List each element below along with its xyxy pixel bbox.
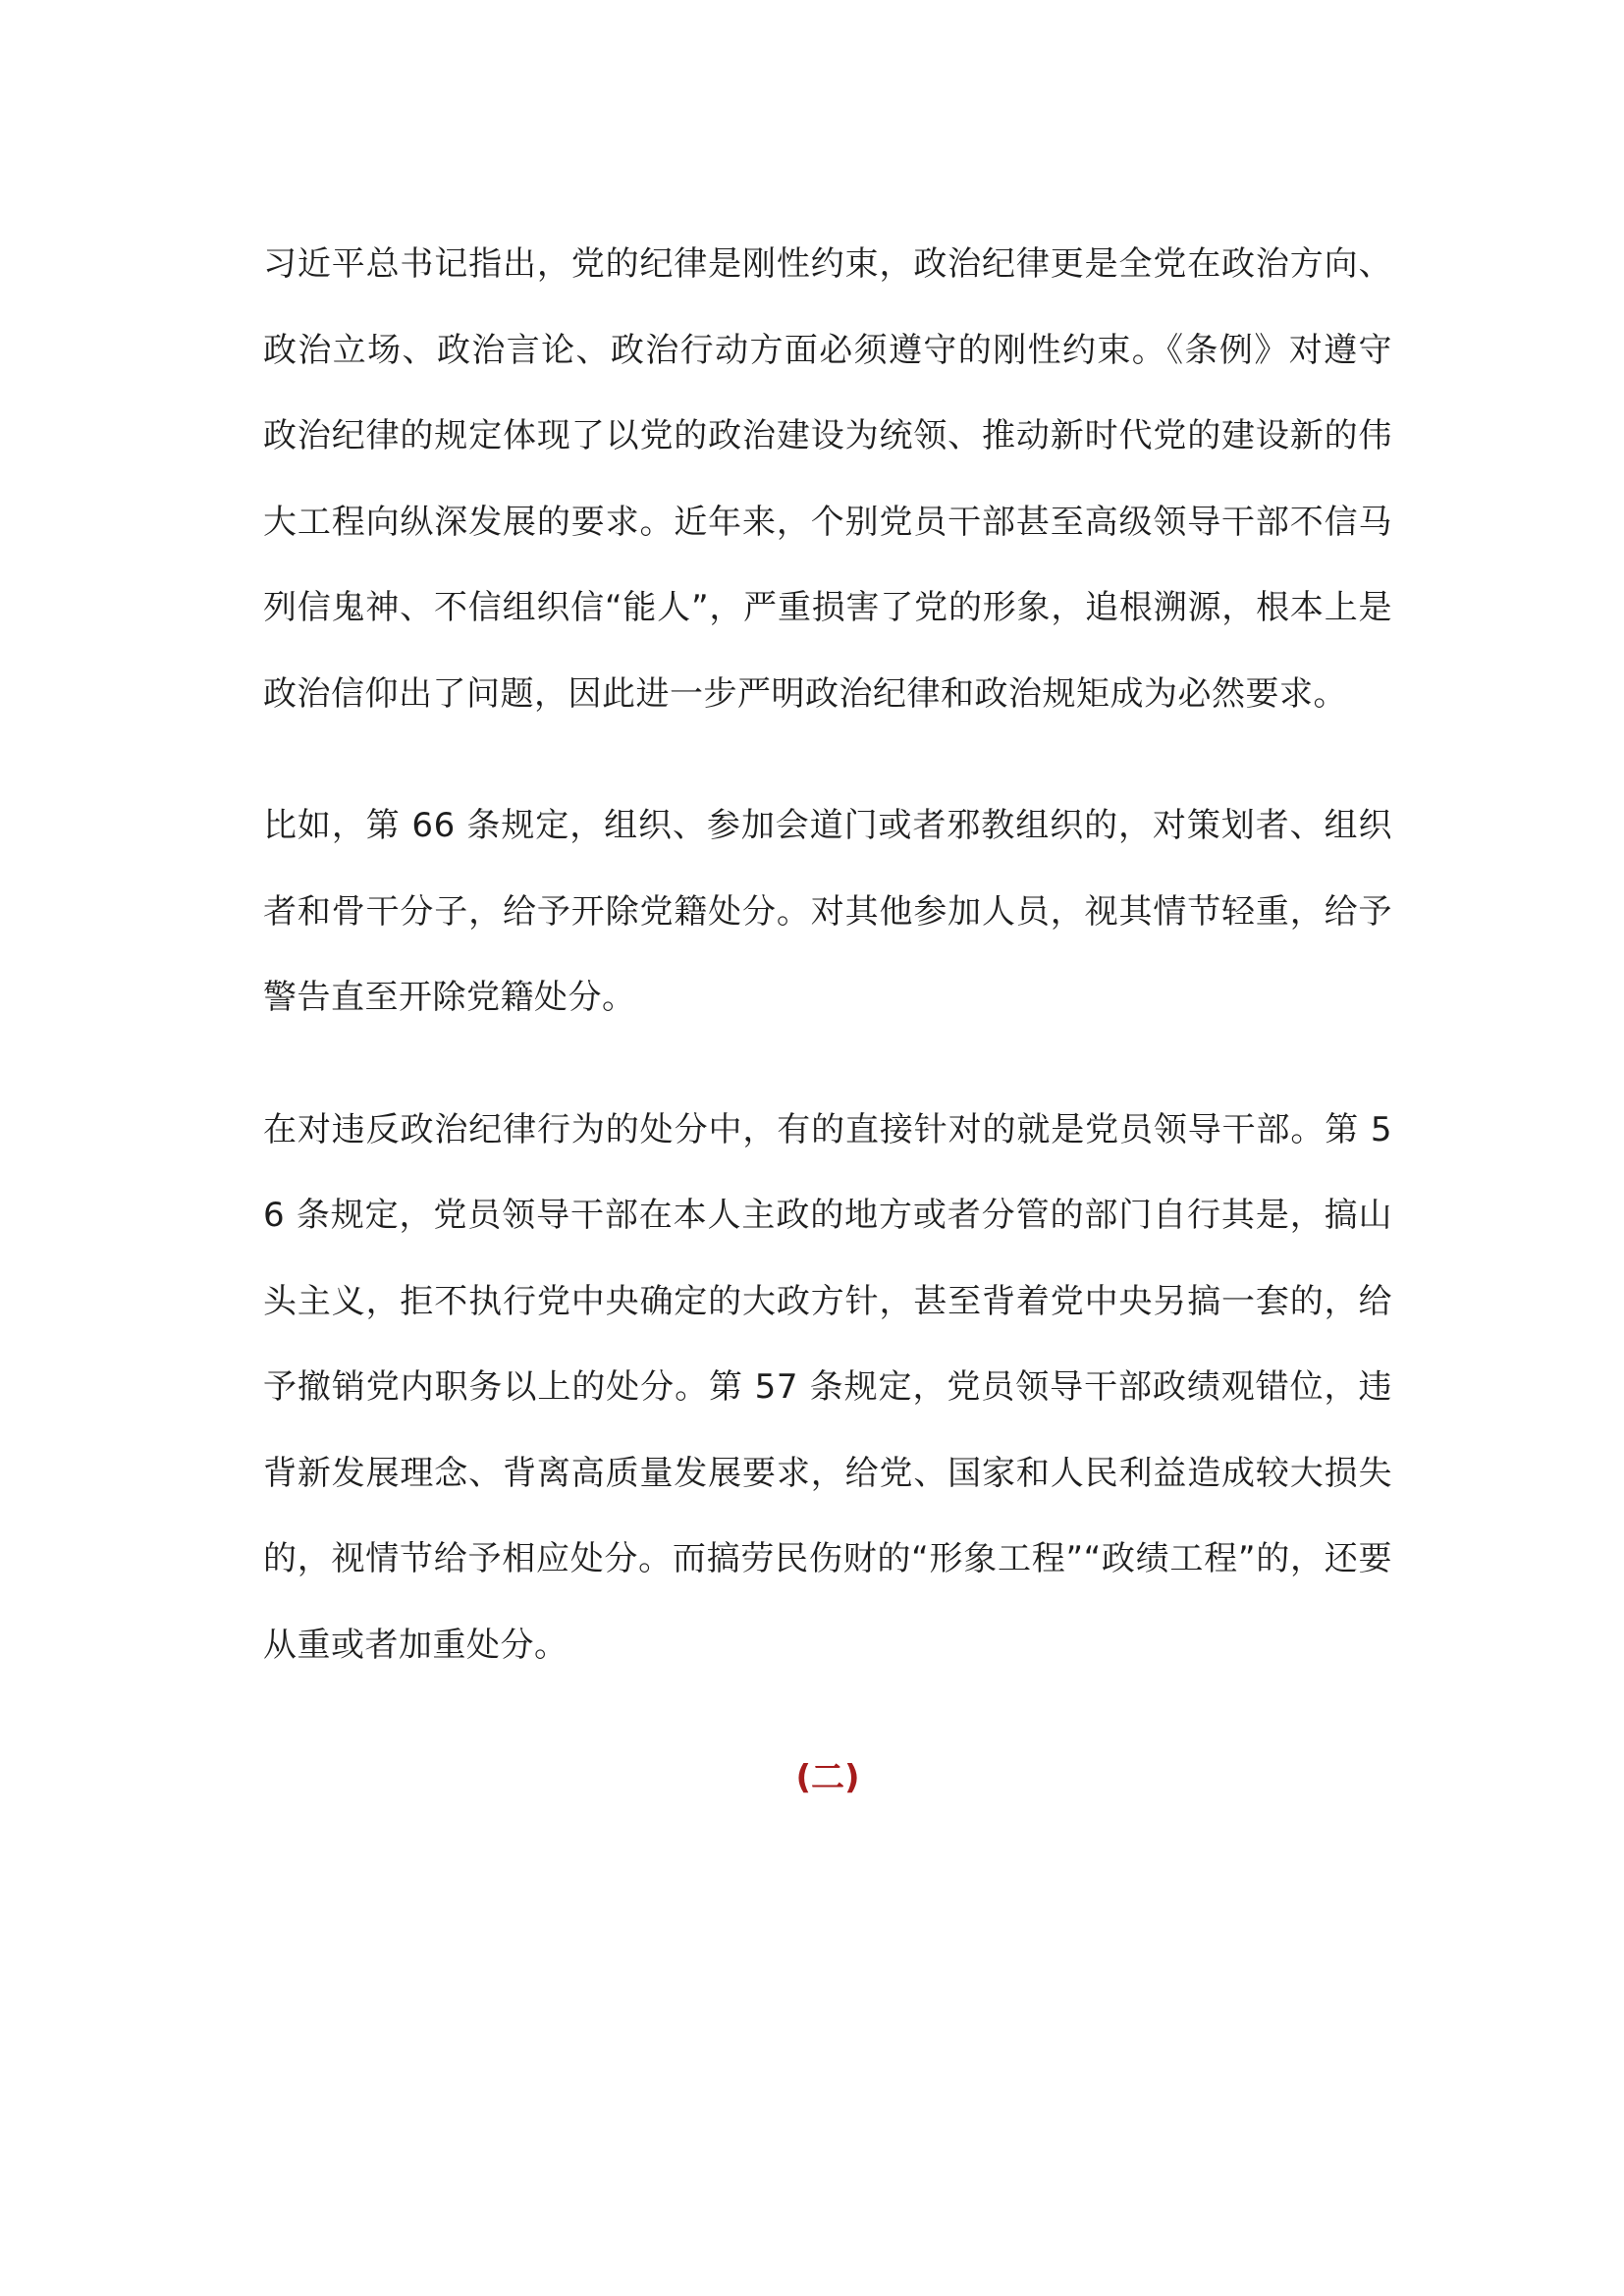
paragraph-political-discipline: 习近平总书记指出，党的纪律是刚性约束，政治纪律更是全党在政治方向、政治立场、政治言论、政治行动方面必须遵守的刚性约束。《条例》对遵守政治纪律的规定体现了以党的政治建设为统领、推动新时代党的建设新的伟大工程向纵深发展的要求。近年来，个别党员干部甚至高级领导干部不信马列信鬼神、不信组织信“能人”，严重损害了党的形象，追根溯源，根本上是政治信仰出了问题，因此进一步严明政治纪律和政治规矩成为必然要求。 [263, 244, 1392, 714]
paragraph-article-66: 比如，第 66 条规定，组织、参加会道门或者邪教组织的，对策划者、组织者和骨干分子，给予开除党籍处分。对其他参加人员，视其情节轻重，给予警告直至开除党籍处分。 [263, 806, 1392, 1017]
section-heading: (二) [795, 1758, 860, 1797]
paragraph-articles-56-57: 在对违反政治纪律行为的处分中，有的直接针对的就是党员领导干部。第 56 条规定，党员领导干部在本人主政的地方或者分管的部门自行其是，搞山头主义，拒不执行党中央确定的大政方针，甚至背着党中央另搞一套的，给予撤销党内职务以上的处分。第 57 条规定，党员领导干部政绩观错位，违背新发展理念、背离高质量发展要求，给党、国家和人民利益造成较大损失的，视情节给予相应处分。而搞劳民伤财的“形象工程”“政绩工程”的，还要从重或者加重处分。 [263, 1109, 1392, 1665]
document-body [263, 222, 1392, 1822]
